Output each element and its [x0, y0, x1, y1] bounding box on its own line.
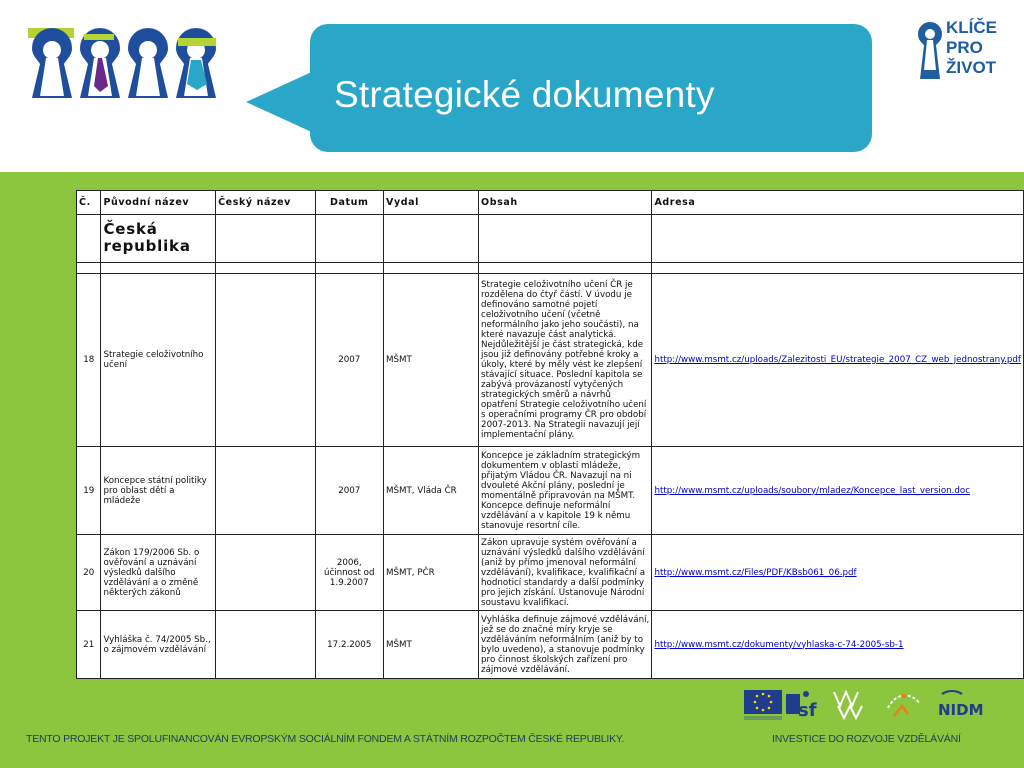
sponsor-logos [744, 688, 1000, 724]
header-date: Datum [315, 191, 384, 215]
esf-logo-icon [786, 688, 824, 722]
footer-investment-text: INVESTICE DO ROZVOJE VZDĚLÁVÁNÍ [772, 733, 961, 745]
row-czech-name [216, 274, 315, 447]
footer-cofinancing-text: TENTO PROJEKT JE SPOLUFINANCOVÁN EVROPSKÝM SOCIÁLNÍM FONDEM A STÁTNÍM ROZPOČTEM ČESKÉ REPUBLIKY. [26, 733, 625, 745]
keyhole-logo [28, 28, 220, 116]
row-czech-name [216, 535, 315, 611]
row-content: Strategie celoživotního učení ČR je rozdělena do čtyř částí. V úvodu je definováno samotné pojetí celoživotního učení (včetně neformálního jako jeho součásti), na které navazuje část analytická. Nejdůležitější je část strategická, kde jsou již definovány potřebné kroky a úkoly, které by měly vést ke zlepšení stávající situace. Poslední kapitola se zabývá provázaností vytyčených strategických směrů a návrhů opatření Strategie celoživotního učení s operačními programy ČR pro období 2007-2013. Na Strategii navazují její implementační plány. [479, 274, 652, 447]
row-date: 17.2.2005 [315, 611, 384, 679]
row-num: 19 [77, 447, 101, 535]
table-row [77, 274, 1024, 447]
header-address: Adresa [652, 191, 1024, 215]
header-czech-name: Český název [216, 191, 315, 215]
row-issuer: MŠMT [384, 274, 479, 447]
row-num: 21 [77, 611, 101, 679]
table-header-row [77, 191, 1024, 215]
row-url-link[interactable]: http://www.msmt.cz/uploads/Zalezitosti_EU/strategie_2007_CZ_web_jednostrany.pdf [652, 274, 1024, 447]
table-row-country [77, 215, 1024, 263]
row-num: 20 [77, 535, 101, 611]
row-date: 2007 [315, 447, 384, 535]
country-label: Česká republika [101, 215, 216, 263]
row-czech-name [216, 611, 315, 679]
strategic-documents-table [76, 190, 1024, 679]
row-content: Vyhláška definuje zájmové vzdělávání, jež se do značné míry kryje se vzděláváním neformálním (aniž by to bylo uvedeno), a stanovuje podmínky pro činnost školských zařízení pro zájmové vzdělávání. [479, 611, 652, 679]
page-title: Strategické dokumenty [334, 74, 715, 115]
msmt-logo-icon [830, 688, 874, 722]
row-url-link[interactable]: http://www.msmt.cz/uploads/soubory/mladez/Koncepce_last_version.doc [652, 447, 1024, 535]
header-issuer: Vydal [384, 191, 479, 215]
row-issuer: MŠMT, Vláda ČR [384, 447, 479, 535]
row-url-link[interactable]: http://www.msmt.cz/dokumenty/vyhlaska-c-74-2005-sb-1 [652, 611, 1024, 679]
key-icon [916, 20, 944, 82]
svg-text:NIDM: NIDM [938, 701, 984, 719]
ministry-logo-icon [884, 688, 924, 722]
klice-pro-zivot-logo [916, 18, 1008, 90]
row-url-link[interactable]: http://www.msmt.cz/Files/PDF/KBsb061_06.pdf [652, 535, 1024, 611]
table-row [77, 447, 1024, 535]
header-content: Obsah [479, 191, 652, 215]
row-content: Zákon upravuje systém ověřování a uznávání výsledků dalšího vzdělávání (aniž by přímo jmenoval neformální vzdělávání), kvalifikace, kvalifikační a hodnoticí standardy a další podmínky pro jejich získání. Ustanovuje Národní soustavu kvalifikací. [479, 535, 652, 611]
nidm-logo-icon [936, 688, 996, 722]
logo-line-2: PRO [946, 38, 983, 57]
row-czech-name [216, 447, 315, 535]
row-num: 18 [77, 274, 101, 447]
table-row [77, 535, 1024, 611]
header-num: Č. [77, 191, 101, 215]
header-original-name: Původní název [101, 191, 216, 215]
row-issuer: MŠMT [384, 611, 479, 679]
row-content: Koncepce je základním strategickým dokumentem v oblasti mládeže, přijatým Vládou ČR. Navazují na ni dvouleté Akční plány, poslední je momentálně připravován na MŠMT. Koncepce definuje neformální vzdělávání a v kapitole 19 k němu stanovuje resortní cíle. [479, 447, 652, 535]
row-date: 2007 [315, 274, 384, 447]
logo-line-1: KLÍČE [946, 18, 997, 37]
eu-flag-icon [744, 688, 784, 722]
table-row-spacer [77, 263, 1024, 274]
row-issuer: MŠMT, PČR [384, 535, 479, 611]
row-original-name: Strategie celoživotního učení [101, 274, 216, 447]
row-original-name: Koncepce státní politiky pro oblast dětí a mládeže [101, 447, 216, 535]
logo-line-3: ŽIVOT [946, 58, 997, 77]
row-original-name: Vyhláška č. 74/2005 Sb., o zájmovém vzdělávání [101, 611, 216, 679]
row-original-name: Zákon 179/2006 Sb. o ověřování a uznávání výsledků dalšího vzdělávání a o změně některých zákonů [101, 535, 216, 611]
table-row [77, 611, 1024, 679]
speech-bubble-tail [246, 70, 316, 134]
header [0, 0, 1024, 170]
row-date: 2006, účinnost od 1.9.2007 [315, 535, 384, 611]
svg-text:sf: sf [798, 700, 817, 721]
